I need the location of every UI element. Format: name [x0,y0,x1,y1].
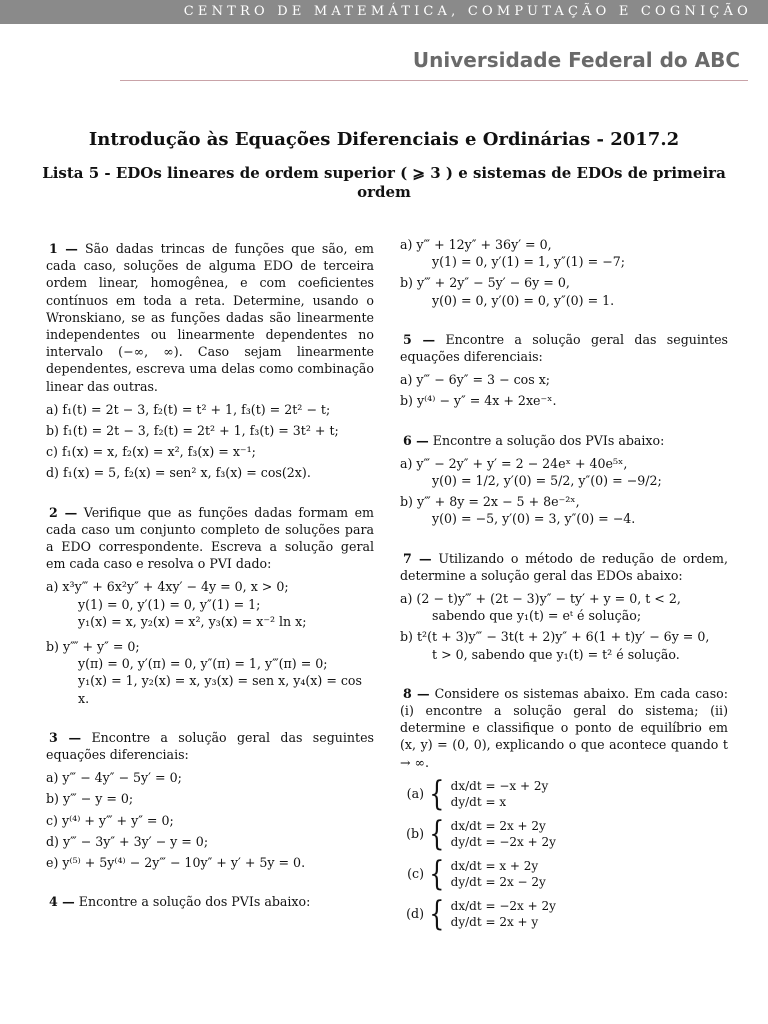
left-brace: { [429,853,445,894]
problem-5 [400,331,728,410]
problem-3 [46,729,374,871]
item-b-equation: b) y‴ + 8y = 2x − 5 + 8e⁻²ˣ, [400,494,580,510]
problem-number: 4 — [49,894,75,910]
item-c: c) y⁽⁴⁾ + y‴ + y″ = 0; [46,812,174,828]
problem-text: Encontre a solução geral das seguintes equações diferenciais: [46,729,374,763]
document-subtitle: Lista 5 - EDOs lineares de ordem superior ( ⩾ 3 ) e sistemas de EDOs de primeira ordem [42,164,726,201]
problem-7 [400,550,728,663]
center-name: CENTRO DE MATEMÁTICA, COMPUTAÇÃO E COGNIÇÃO [183,4,752,19]
system-d [400,893,728,934]
problem-text: Encontre a solução dos PVIs abaixo: [78,894,311,910]
problem-1 [46,240,374,482]
item-b-equation: b) y⁗ + y″ = 0; [46,639,140,655]
item-a [400,590,728,624]
problem-7-statement [400,550,728,584]
item-a [400,455,728,489]
system-equations [451,858,546,890]
item-b: b) y‴ − y = 0; [46,791,134,807]
item-a [46,578,374,630]
problem-5-statement [400,331,728,365]
item-b: b) f₁(t) = 2t − 3, f₂(t) = 2t² + 1, f₃(t) = 3t² + t; [46,423,339,439]
problem-number: 8 — [403,685,430,701]
problem-number: 2 — [49,504,78,520]
item-b-solutions: y₁(x) = 1, y₂(x) = x, y₃(x) = sen x, y₄(x) = cos x. [78,673,362,706]
item-b-conditions: y(π) = 0, y′(π) = 0, y″(π) = 1, y‴(π) = 0; [78,656,328,672]
system-label: (b) [406,826,424,842]
item-a-conditions: y(1) = 0, y′(1) = 0, y″(1) = 1; [78,596,261,612]
item-b [400,493,728,527]
problem-text: Considere os sistemas abaixo. Em cada caso: (i) encontre a solução geral do sistema; (ii) determine e classifique o ponto de equilíbrio em (x, y) = (0, 0), explicando o que acontece quando t → ∞. [400,685,728,770]
problem-text: Utilizando o método de redução de ordem, determine a solução geral das EDOs abaixo: [400,550,728,583]
left-brace: { [429,893,445,934]
problem-2-statement [46,504,374,573]
item-c: c) f₁(x) = x, f₂(x) = x², f₃(x) = x⁻¹; [46,444,256,460]
equation-dy: dy/dt = 2x − 2y [450,874,546,889]
item-a-condition: sabendo que y₁(t) = eᵗ é solução; [432,608,642,624]
equation-dy: dy/dt = 2x + y [450,914,539,929]
problem-3-statement [46,729,374,763]
item-a: a) y‴ − 4y″ − 5y′ = 0; [46,770,182,786]
item-a-equation: a) y‴ + 12y″ + 36y′ = 0, [400,237,552,252]
system-a [400,773,728,814]
right-column [400,236,728,953]
system-equations [451,818,556,850]
left-brace: { [429,813,445,854]
problem-number: 1 — [49,241,78,256]
system-label: (d) [406,906,424,922]
item-d: d) f₁(x) = 5, f₂(x) = sen² x, f₃(x) = cos(2x). [46,465,311,481]
header-band [0,0,768,24]
system-equations [451,778,549,810]
item-a-equation: a) (2 − t)y‴ + (2t − 3)y″ − ty′ + y = 0, t < 2, [400,591,681,607]
item-a-conditions: y(0) = 1/2, y′(0) = 5/2, y″(0) = −9/2; [432,473,662,489]
header-rule [120,80,748,81]
equation-dx: dx/dt = x + 2y [450,858,539,873]
item-b [400,274,728,308]
item-a-solutions: y₁(x) = x, y₂(x) = x², y₃(x) = x⁻² ln x; [78,613,307,629]
problem-8 [400,685,728,934]
problem-number: 5 — [403,331,436,347]
system-b [400,813,728,854]
equation-dy: dy/dt = −2x + 2y [450,834,556,849]
left-brace: { [429,773,445,814]
item-a-equation: a) x³y‴ + 6x²y″ + 4xy′ − 4y = 0, x > 0; [46,579,289,595]
university-name: Universidade Federal do ABC [412,48,740,72]
equation-dx: dx/dt = −x + 2y [450,778,549,793]
item-d: d) y‴ − 3y″ + 3y′ − y = 0; [46,833,209,849]
equation-dx: dx/dt = 2x + 2y [450,818,546,833]
problem-text: Encontre a solução dos PVIs abaixo: [432,432,665,448]
problem-text: Verifique que as funções dadas formam em cada caso um conjunto completo de soluções para a EDO correspondente. Escreva a solução geral em cada caso e resolva o PVI dado: [46,504,374,572]
item-b-equation: b) t²(t + 3)y‴ − 3t(t + 2)y″ + 6(1 + t)y′ − 6y = 0, [400,629,710,645]
item-b-conditions: y(0) = 0, y′(0) = 0, y″(0) = 1. [432,292,615,308]
item-b [400,628,728,662]
item-a-conditions: y(1) = 0, y′(1) = 1, y″(1) = −7; [432,254,625,270]
item-b-equation: b) y‴ + 2y″ − 5y′ − 6y = 0, [400,275,570,291]
problem-number: 3 — [49,729,82,745]
item-b-conditions: y(0) = −5, y′(0) = 3, y″(0) = −4. [432,511,636,527]
system-c [400,853,728,894]
problem-4 [46,893,374,910]
problem-4-statement [46,893,374,910]
item-b: b) y⁽⁴⁾ − y″ = 4x + 2xe⁻ˣ. [400,393,557,409]
problem-number: 7 — [403,550,432,566]
problem-8-statement [400,685,728,771]
document-title: Introdução às Equações Diferenciais e Ordinárias - 2017.2 [88,129,680,150]
item-b-condition: t > 0, sabendo que y₁(t) = t² é solução. [432,646,680,662]
problem-number: 6 — [403,432,429,448]
problem-4-continued [400,236,728,309]
problem-text: Encontre a solução geral das seguintes equações diferenciais: [400,331,728,365]
problem-6-statement [400,432,728,449]
equation-dx: dx/dt = −2x + 2y [450,898,556,913]
item-a-equation: a) y‴ − 2y″ + y′ = 2 − 24eˣ + 40e⁵ˣ, [400,455,628,471]
item-a: a) f₁(t) = 2t − 3, f₂(t) = t² + 1, f₃(t) = 2t² − t; [46,401,331,417]
system-label: (c) [407,866,424,882]
problem-2 [46,504,374,707]
problem-1-statement [46,240,374,395]
item-a [400,236,728,270]
system-equations [451,898,556,930]
item-b [46,638,374,707]
problem-6 [400,432,728,528]
item-e: e) y⁽⁵⁾ + 5y⁽⁴⁾ − 2y‴ − 10y″ + y′ + 5y = 0. [46,855,306,871]
equation-dy: dy/dt = x [450,794,507,809]
left-column [46,240,374,933]
problem-text: São dadas trincas de funções que são, em cada caso, soluções de alguma EDO de terceira ordem linear, homogênea, e com coeficientes contínuos em toda a reta. Determine, usando o Wronskiano, se as funções dadas são linearmente independentes ou linearmente dependentes no intervalo (−∞, ∞). Caso sejam linearmente dependentes, escreva uma delas como combinação linear das outras. [46,241,374,394]
system-label: (a) [406,786,424,802]
item-a: a) y‴ − 6y″ = 3 − cos x; [400,372,551,388]
